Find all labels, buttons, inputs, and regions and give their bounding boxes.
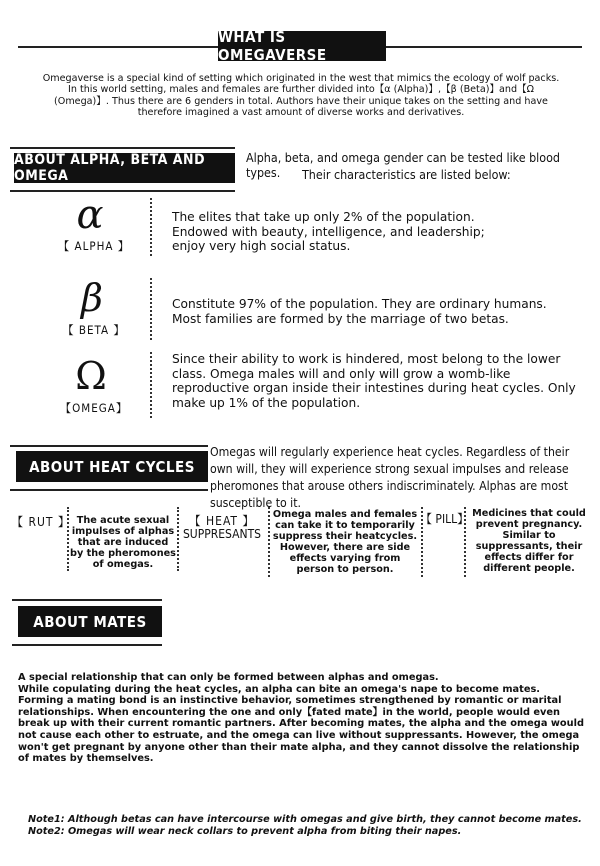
alpha-symbol-icon: α bbox=[76, 192, 104, 238]
pill-divider-left bbox=[464, 507, 466, 577]
term-heat-suppressants-line1: 【 HEAT 】 bbox=[188, 514, 256, 528]
heat-rule-bottom bbox=[10, 489, 208, 491]
page-title: WHAT IS OMEGAVERSE bbox=[218, 31, 386, 61]
heat-rule-top bbox=[10, 445, 208, 447]
omega-divider bbox=[150, 352, 152, 418]
abo-caption-line-2: Their characteristics are listed below: bbox=[302, 167, 511, 182]
intro-paragraph: Omegaverse is a special kind of setting which originated in the west that mimics the ecology of wolf packs. In this world setting, males and females are further divided into【α (Alpha)】,【β (Beta)】and【Ω (Omega)】. Thus there are 6 genders in total. Authors have their unique takes on the setting and have therefore imagined a vast amount of diverse works and derivatives. bbox=[42, 73, 560, 119]
mates-heading: ABOUT MATES bbox=[18, 606, 162, 637]
abo-heading: ABOUT ALPHA, BETA AND OMEGA bbox=[14, 153, 235, 183]
abo-caption-line-1: Alpha, beta, and omega gender can be tested like blood types. bbox=[246, 150, 560, 180]
title-rule-left bbox=[18, 46, 218, 48]
alpha-description: The elites that take up only 2% of the population. Endowed with beauty, intelligence, and leadership; enjoy very high social status. bbox=[172, 210, 485, 254]
heat-caption: Omegas will regularly experience heat cycles. Regardless of their own will, they will experience strong sexual impulses and release pheromones that arouse others indiscriminately. Alphas are most susceptible to it. bbox=[210, 445, 570, 510]
mates-rule-bottom bbox=[12, 644, 162, 646]
abo-rule-bottom bbox=[10, 190, 235, 192]
beta-label: 【 BETA 】 bbox=[62, 323, 126, 337]
omega-label: 【OMEGA】 bbox=[59, 401, 129, 415]
rut-definition: The acute sexual impulses of alphas that are induced by the pheromones of omegas. bbox=[70, 515, 176, 570]
pill-definition: Medicines that could prevent pregnancy. Similar to suppressants, their effects differ for different people. bbox=[472, 508, 586, 574]
title-rule-right bbox=[386, 46, 582, 48]
alpha-label: 【 ALPHA 】 bbox=[57, 239, 131, 253]
note-1: Note1: Although betas can have intercourse with omegas and give birth, they cannot become mates. bbox=[28, 814, 582, 825]
beta-description: Constitute 97% of the population. They are ordinary humans. Most families are formed by the marriage of two betas. bbox=[172, 297, 547, 326]
abo-rule-top bbox=[10, 147, 235, 149]
rut-divider-right bbox=[177, 507, 179, 571]
term-heat-suppressants-line2: SUPPRESANTS bbox=[182, 527, 262, 541]
suppressants-divider-left bbox=[268, 507, 270, 577]
mates-rule-top bbox=[12, 599, 162, 601]
mates-body: A special relationship that can only be formed between alphas and omegas. While copulating during the heat cycles, an alpha can bite an omega's nape to become mates. Forming a mating bond is an instinctive behavior, sometimes strengthened by romantic or marital relationships. When encountering the one and only【fated mate】in the world, people would even break up with their current romantic partners. After becoming mates, the alpha and the omega would not cause each other to estruate, and the omega can live without suppressants. However, the omega won't get pregnant by anyone other than their mate alpha, and they cannot dissolve the relationship of mates by themselves. bbox=[18, 672, 584, 765]
omega-description: Since their ability to work is hindered, most belong to the lower class. Omega males will and only will grow a womb-like reproductive organ inside their intestines during heat cycles. Only make up 1% of the population. bbox=[172, 352, 576, 410]
term-pill: 【 PILL】 bbox=[420, 512, 470, 526]
suppressants-definition: Omega males and females can take it to temporarily suppress their heatcycles. However, there are side effects varying from person to person. bbox=[272, 509, 418, 575]
beta-symbol-icon: β bbox=[81, 276, 103, 320]
note-2: Note2: Omegas will wear neck collars to prevent alpha from biting their napes. bbox=[28, 826, 462, 837]
alpha-divider bbox=[150, 198, 152, 256]
heat-heading: ABOUT HEAT CYCLES bbox=[16, 451, 208, 482]
rut-divider-left bbox=[67, 507, 69, 571]
term-rut: 【 RUT 】 bbox=[11, 515, 71, 529]
beta-divider bbox=[150, 278, 152, 340]
omega-symbol-icon: Ω bbox=[75, 354, 107, 398]
